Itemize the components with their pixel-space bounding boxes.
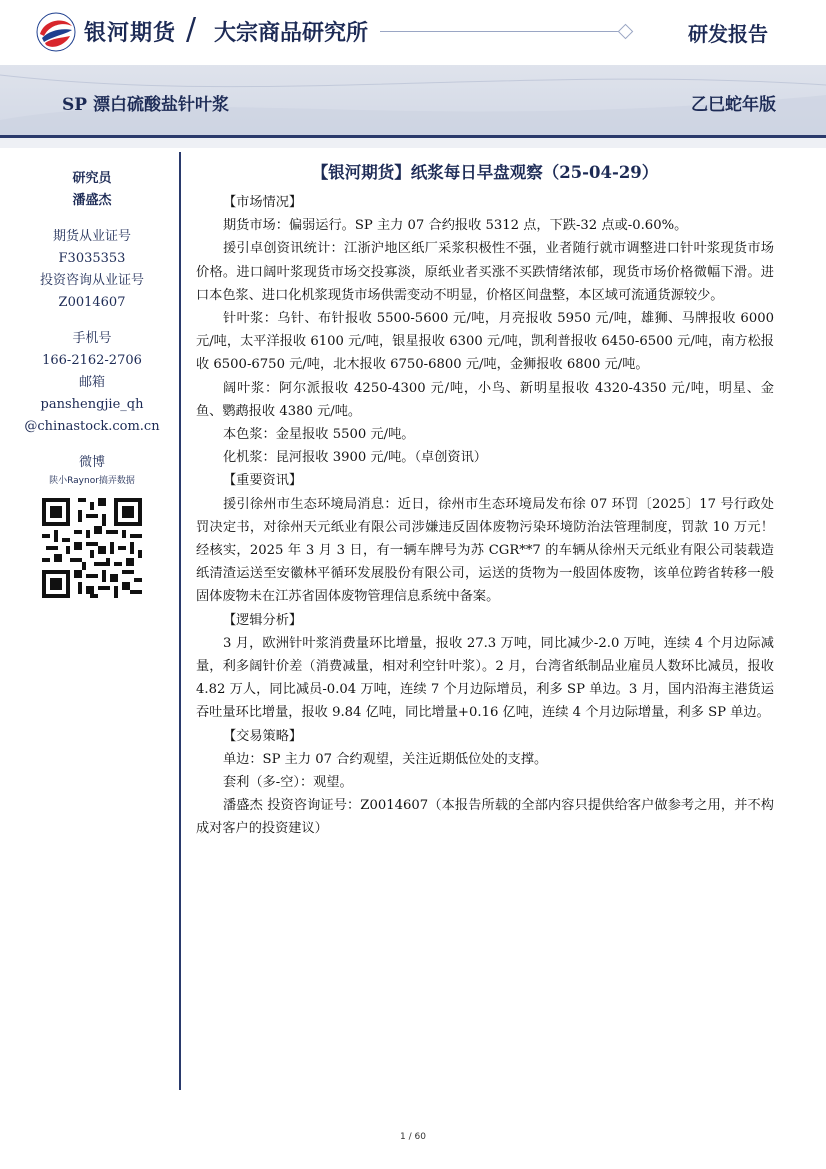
paragraph: 化机浆：昆河报收 3900 元/吨。（卓创资讯） xyxy=(223,450,487,466)
paragraph: 援引徐州市生态环境局消息：近日，徐州市生态环境局发布徐 07 环罚〔2025〕17 号行政处罚决定书，对徐州天元纸业有限公司涉嫌违反固体废物污染环境防治法管理制度，罚款 10 万元！经核实，2025 年 3 月 3 日，有一辆车牌号为苏 CGR**7 的车辆从徐州天元纸业有限公司装载造纸清渣运送至安徽林平循环发展股份有限公司，运送的货物为一般固体废物，该单位跨省转移一般固体废物未在江苏省固体废物管理信息系统中备案。 xyxy=(196,496,774,605)
section-heading-logic: 【逻辑分析】 xyxy=(223,612,303,628)
document-title: 【银河期货】纸浆每日早盘观察（25-04-29） xyxy=(311,163,659,182)
report-header xyxy=(0,0,826,148)
report-type: 研发报告 xyxy=(688,22,768,46)
paragraph: 本色浆：金星报收 5500 元/吨。 xyxy=(223,427,415,443)
phone-label: 手机号 xyxy=(72,331,112,346)
sidebar-divider xyxy=(179,152,181,1090)
paragraph: 期货市场：偏弱运行。SP 主力 07 合约报收 5312 点，下跌-32 点或-0.60%。 xyxy=(223,218,688,234)
edition-label: 乙巳蛇年版 xyxy=(691,95,776,115)
weibo-label: 微博 xyxy=(78,455,105,470)
page-number: 1 / 60 xyxy=(400,1132,426,1142)
section-heading-strategy: 【交易策略】 xyxy=(223,728,303,744)
paragraph: 援引卓创资讯统计：江浙沪地区纸厂采浆积极性不强，业者随行就市调整进口针叶浆现货市场价格。进口阔叶浆现货市场交投寡淡，原纸业者买涨不买跌情绪浓郁，现货市场价格微幅下滑。进口本色浆、进口化机浆现货市场供需变动不明显，价格区间盘整，本区域可流通货源较少。 xyxy=(196,241,774,303)
weibo-caption: 陕小Raynor搞弄数据 xyxy=(49,476,135,486)
paragraph: 单边：SP 主力 07 合约观望，关注近期低位处的支撑。 xyxy=(223,751,548,767)
email-line-1: panshengjie_qh xyxy=(40,397,144,412)
brand-name: 银河期货 xyxy=(84,21,177,46)
paragraph: 潘盛杰 投资咨询证号：Z0014607（本报告所载的全部内容只提供给客户做参考之用，并不构成对客户的投资建议） xyxy=(196,798,774,837)
consult-label: 投资咨询从业证号 xyxy=(39,273,144,288)
email-label: 邮箱 xyxy=(78,375,105,390)
paragraph: 3 月，欧洲针叶浆消费量环比增量，报收 27.3 万吨，同比减少-2.0 万吨，连续 4 个月边际减量，利多阔针价差（消费减量，相对利空针叶浆）。2 月，台湾省纸制品业雇员人数环比减员，报收 4.82 万人，同比减员-0.04 万吨，连续 7 个月边际增员，利多 SP 单边。3 月，国内沿海主港货运吞吐量环比增量，报收 9.84 亿吨，同比增量+0.16 亿吨，连续 4 个月边际增量，利多 SP 单边。 xyxy=(196,635,774,721)
qr-code-icon xyxy=(42,498,142,598)
report-body xyxy=(196,160,774,841)
section-heading-news: 【重要资讯】 xyxy=(223,473,303,489)
analyst-name: 潘盛杰 xyxy=(72,193,112,208)
brand-separator: / xyxy=(186,12,197,47)
email-line-2: @chinastock.com.cn xyxy=(24,419,160,434)
cert-label: 期货从业证号 xyxy=(52,229,131,244)
product-name: SP 漂白硫酸盐针叶浆 xyxy=(62,95,229,115)
phone-number: 166-2162-2706 xyxy=(42,353,142,368)
header-decor-line xyxy=(380,31,620,32)
galaxy-logo-icon xyxy=(36,12,76,52)
institute-name: 大宗商品研究所 xyxy=(214,21,369,46)
consult-number: Z0014607 xyxy=(58,295,126,310)
cert-number: F3035353 xyxy=(58,251,126,266)
paragraph: 套利（多-空）：观望。 xyxy=(223,775,353,791)
header-divider xyxy=(0,135,826,138)
analyst-sidebar xyxy=(10,168,174,598)
paragraph: 阔叶浆：阿尔派报收 4250-4300 元/吨，小鸟、新明星报收 4320-4350 元/吨，明星、金鱼、鹦鹉报收 4380 元/吨。 xyxy=(196,380,774,419)
analyst-role: 研究员 xyxy=(72,171,112,186)
section-heading-market: 【市场情况】 xyxy=(223,195,303,210)
paragraph: 针叶浆：乌针、布针报收 5500-5600 元/吨，月亮报收 5950 元/吨，雄狮、马牌报收 6000 元/吨，太平洋报收 6100 元/吨，银星报收 6300 元/吨，凯利普报收 6450-6500 元/吨，南方松报收 6500-6750 元/吨，北木报收 6750-6800 元/吨，金狮报收 6800 元/吨。 xyxy=(196,311,774,373)
